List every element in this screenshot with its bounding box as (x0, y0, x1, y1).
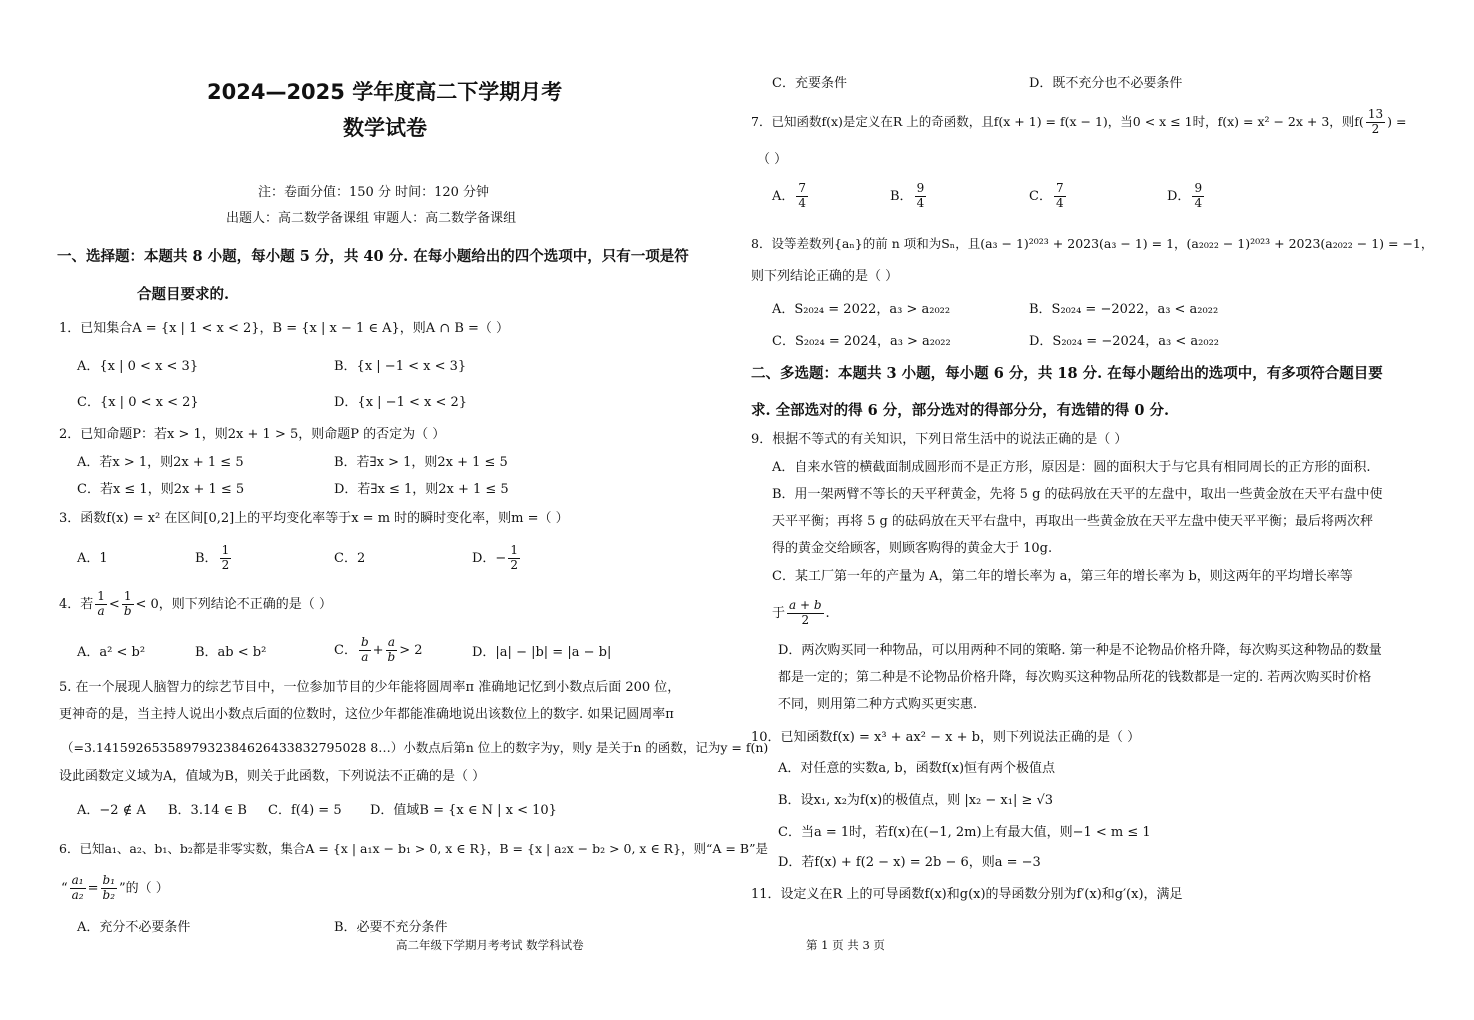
q7-option-d-label: D． (1167, 188, 1191, 204)
q8-option-d: D．S₂₀₂₄ = −2024，a₃ < a₂₀₂₂ (1029, 334, 1220, 349)
q10-option-b: B．设x₁, x₂为f(x)的极值点，则 |x₂ − x₁| ≥ √3 (778, 793, 1054, 808)
section2-heading-line1: 二、多选题：本题共 3 小题，每小题 6 分，共 18 分. 在每小题给出的选项中，有多项符合题目要 (751, 365, 1383, 382)
q4-option-c-fraction-1-numerator: b (360, 635, 369, 649)
q4-option-d: D．|a| − |b| = |a − b| (472, 645, 612, 660)
q4-option-c-plus: + (372, 642, 384, 658)
section1-heading-line2: 合题目要求的. (137, 286, 230, 303)
q4-option-c-suffix: > 2 (399, 642, 423, 658)
q6-option-d: D．既不充分也不必要条件 (1029, 76, 1183, 91)
q4-fraction-1-denominator: a (97, 603, 105, 618)
q6-fraction-1 (70, 874, 86, 903)
q9-option-c-denominator: 2 (801, 612, 810, 627)
q9-option-d-line-3: 不同，则用第二种方式购买更实惠. (778, 697, 978, 712)
q7-option-d-numerator: 9 (1194, 181, 1203, 195)
q8-line-1: 8．设等差数列{aₙ}的前 n 项和为Sₙ，且(a₃ − 1)²⁰²³ + 2023(a₃ − 1) = 1，(a₂₀₂₂ − 1)²⁰²³ + 2023(a₂₀₂₂ − 1) = −1， (751, 236, 1434, 251)
q9-stem: 9．根据不等式的有关知识，下列日常生活中的说法正确的是（ ） (751, 432, 1128, 447)
q8-option-c: C．S₂₀₂₄ = 2024，a₃ > a₂₀₂₂ (772, 334, 951, 349)
q7-option-b-fraction (915, 182, 927, 211)
q6-fraction-2 (101, 874, 118, 903)
q4-fraction-1-numerator: 1 (97, 589, 105, 603)
q7-argument-fraction (1366, 108, 1385, 137)
q9-option-b-line-1: B．用一架两臂不等长的天平秤黄金，先将 5 g 的砝码放在天平的左盘中，取出一些黄金放在天平右盘中使 (772, 487, 1383, 502)
q6-option-c: C．充要条件 (772, 76, 847, 91)
q7-option-d-denominator: 4 (1194, 195, 1203, 210)
q7-option-a-label: A． (772, 188, 795, 204)
q6-option-b: B．必要不充分条件 (334, 920, 448, 935)
q9-option-c-line-2 (772, 599, 830, 628)
q7-stem (751, 108, 1406, 137)
q4-option-c-fraction-2-numerator: a (386, 636, 398, 651)
footer-left: 高二年级下学期月考考试 数学科试卷 (396, 938, 584, 952)
q7-option-b-numerator: 9 (916, 181, 925, 195)
q7-option-c-numerator: 7 (1055, 181, 1064, 195)
q4-option-c (334, 636, 423, 665)
q3-option-b-fraction (220, 544, 232, 573)
q6-fraction-2-denominator: b₂ (102, 887, 116, 902)
q3-option-b (195, 544, 233, 573)
q5-line-3: （=3.1415926535897932384626433832795028 8…）小数点后第n 位上的数字为y，则y 是关于n 的函数，记为y = f(n) (61, 740, 769, 755)
q6-option-a: A．充分不必要条件 (77, 920, 191, 935)
q7-option-d (1167, 182, 1206, 211)
q7-paren: （ ） (757, 152, 788, 167)
q6-condition (61, 874, 169, 903)
q7-option-b (890, 182, 928, 211)
q5-line-1: 5. 在一个展现人脑智力的综艺节目中，一位参加节目的少年能将圆周率π 准确地记忆到小数点后面 200 位， (59, 680, 681, 695)
q4-option-a: A．a² < b² (77, 645, 146, 660)
q2-option-d: D．若∃x ≤ 1，则2x + 1 ≤ 5 (334, 482, 509, 497)
q6-line-1: 6．已知a₁、a₂、b₁、b₂都是非零实数，集合A = {x | a₁x − b₁ > 0, x ∈ R}，B = {x | a₂x − b₂ > 0, x ∈ R}，则“A = B”是 (59, 841, 768, 856)
q1-stem: 1．已知集合A = {x | 1 < x < 2}，B = {x | x − 1 ∈ A}，则A ∩ B =（ ） (59, 321, 510, 336)
q3-option-d-denominator: 2 (510, 557, 518, 572)
q1-option-a: A．{x | 0 < x < 3} (77, 359, 199, 374)
q5-line-4: 设此函数定义域为A，值域为B，则关于此函数，下列说法不正确的是（ ） (59, 769, 486, 784)
q10-option-a: A．对任意的实数a, b，函数f(x)恒有两个极值点 (778, 761, 1056, 776)
q4-fraction-2 (122, 590, 134, 619)
q4-option-c-fraction-1-denominator: a (361, 649, 369, 664)
q10-option-d: D．若f(x) + f(2 − x) = 2b − 6，则a = −3 (778, 855, 1041, 870)
q10-stem: 10．已知函数f(x) = x³ + ax² − x + b，则下列说法正确的是（ ） (751, 730, 1141, 745)
q6-fraction-1-numerator: a₁ (71, 873, 84, 887)
q9-option-c-fraction (787, 599, 824, 628)
q7-option-c-label: C． (1029, 188, 1052, 204)
q7-argument-denominator: 2 (1371, 121, 1380, 136)
page-subtitle: 数学试卷 (343, 116, 427, 140)
q9-option-b-line-3: 得的黄金交给顾客，则顾客购得的黄金大于 10g. (772, 541, 1053, 556)
q9-option-c-prefix: 于 (772, 605, 786, 621)
q2-option-c: C．若x ≤ 1，则2x + 1 ≤ 5 (77, 482, 245, 497)
q3-option-b-numerator: 1 (221, 543, 230, 557)
section1-heading-line1: 一、选择题：本题共 8 小题，每小题 5 分，共 40 分. 在每小题给出的四个选项中，只有一项是符 (57, 248, 689, 265)
q8-option-a: A．S₂₀₂₄ = 2022，a₃ > a₂₀₂₂ (772, 302, 951, 317)
q6-fraction-1-denominator: a₂ (71, 887, 84, 902)
q4-option-c-fraction-2 (386, 636, 398, 665)
q7-argument-numerator: 13 (1367, 107, 1384, 121)
q3-option-d (472, 544, 522, 573)
q5-option-a: A．−2 ∉ A (77, 803, 146, 818)
q7-option-d-fraction (1192, 182, 1204, 211)
q2-option-b: B．若∃x > 1，则2x + 1 ≤ 5 (334, 455, 508, 470)
q3-option-b-label: B． (195, 550, 218, 566)
q4-stem-suffix: < 0，则下列结论不正确的是（ ） (135, 596, 332, 612)
q7-option-b-label: B． (890, 188, 913, 204)
footer-page-number: 第 1 页 共 3 页 (806, 938, 885, 952)
q4-fraction-2-numerator: 1 (122, 590, 134, 605)
q7-option-a-denominator: 4 (798, 195, 807, 210)
q9-option-a: A．自来水管的横截面制成圆形而不是正方形，原因是：圆的面积大于与它具有相同周长的正方形的面积. (772, 460, 1371, 475)
q3-option-d-label: D．− (472, 550, 507, 566)
q6-quote-close: ”的（ ） (119, 880, 169, 896)
q7-option-b-denominator: 4 (916, 195, 925, 210)
exam-note: 注：卷面分值：150 分 时间：120 分钟 (258, 185, 490, 200)
q7-option-c-denominator: 4 (1055, 195, 1064, 210)
q7-option-a-numerator: 7 (798, 181, 807, 195)
q10-option-c: C．当a = 1时，若f(x)在(−1, 2m)上有最大值，则−1 < m ≤ 1 (778, 825, 1151, 840)
q6-equals: = (87, 880, 99, 896)
q4-stem (59, 590, 332, 619)
q9-option-c-suffix: . (825, 605, 830, 621)
q4-stem-prefix: 4．若 (59, 596, 94, 612)
q7-option-c-fraction (1054, 182, 1066, 211)
q9-option-b-line-2: 天平平衡；再将 5 g 的砝码放在天平右盘中，再取出一些黄金放在天平左盘中使天平平衡；最后将两次秤 (772, 514, 1373, 529)
q6-fraction-2-numerator: b₁ (102, 873, 116, 887)
exam-authors: 出题人：高二数学备课组 审题人：高二数学备课组 (226, 211, 517, 226)
q3-option-c: C．2 (334, 551, 366, 566)
q6-quote-open: “ (61, 880, 68, 896)
q7-stem-prefix: 7．已知函数f(x)是定义在R 上的奇函数，且f(x + 1) = f(x − 1)，当0 < x ≤ 1时，f(x) = x² − 2x + 3，则f( (751, 113, 1364, 129)
q4-fraction-2-denominator: b (123, 603, 132, 618)
q8-line-2: 则下列结论正确的是（ ） (751, 269, 899, 284)
q3-option-d-numerator: 1 (510, 543, 518, 557)
q5-option-d: D．值域B = {x ∈ N | x < 10} (370, 803, 557, 818)
q7-stem-suffix: ) = (1387, 113, 1407, 129)
q9-option-d-line-1: D．两次购买同一种物品，可以用两种不同的策略. 第一种是不论物品价格升降，每次购买这种物品的数量 (778, 643, 1382, 658)
page-title: 2024—2025 学年度高二下学期月考 (207, 80, 563, 104)
q5-line-2: 更神奇的是，当主持人说出小数点后面的位数时，这位少年都能准确地说出该数位上的数字. 如果记圆周率π (59, 707, 674, 722)
q3-option-d-fraction (508, 544, 520, 573)
q9-option-c-line-1: C．某工厂第一年的产量为 A，第二年的增长率为 a，第三年的增长率为 b，则这两年的平均增长率等 (772, 569, 1353, 584)
q4-option-b: B．ab < b² (195, 645, 267, 660)
q8-option-b: B．S₂₀₂₄ = −2022，a₃ < a₂₀₂₂ (1029, 302, 1219, 317)
q4-fraction-1 (95, 590, 107, 619)
q7-option-a (772, 182, 810, 211)
q3-option-b-denominator: 2 (221, 557, 230, 572)
q3-option-a: A．1 (77, 551, 108, 566)
q5-option-c: C．f(4) = 5 (268, 803, 342, 818)
q9-option-d-line-2: 都是一定的；第二种是不论物品价格升降，每次购买这种物品所花的钱数都是一定的. 若两次购买时价格 (778, 670, 1372, 685)
q11-stem: 11．设定义在R 上的可导函数f(x)和g(x)的导函数分别为f′(x)和g′(x)，满足 (751, 887, 1183, 902)
q1-option-b: B．{x | −1 < x < 3} (334, 359, 467, 374)
q4-less-than: < (108, 596, 120, 612)
q2-stem: 2．已知命题P：若x > 1，则2x + 1 > 5，则命题P 的否定为（ ） (59, 427, 446, 442)
q7-option-c (1029, 182, 1068, 211)
q1-option-c: C．{x | 0 < x < 2} (77, 395, 199, 410)
q7-option-a-fraction (796, 182, 808, 211)
q3-stem: 3．函数f(x) = x² 在区间[0,2]上的平均变化率等于x = m 时的瞬时变化率，则m =（ ） (59, 511, 569, 526)
q1-option-d: D．{x | −1 < x < 2} (334, 395, 468, 410)
q5-option-b: B．3.14 ∈ B (168, 803, 247, 818)
q4-option-c-fraction-2-denominator: b (387, 649, 396, 664)
section2-heading-line2: 求. 全部选对的得 6 分，部分选对的得部分分，有选错的得 0 分. (751, 402, 1170, 419)
q4-option-c-label: C． (334, 642, 357, 658)
q9-option-c-numerator: a + b (789, 598, 822, 612)
q2-option-a: A．若x > 1，则2x + 1 ≤ 5 (77, 455, 244, 470)
q4-option-c-fraction-1 (359, 636, 371, 665)
